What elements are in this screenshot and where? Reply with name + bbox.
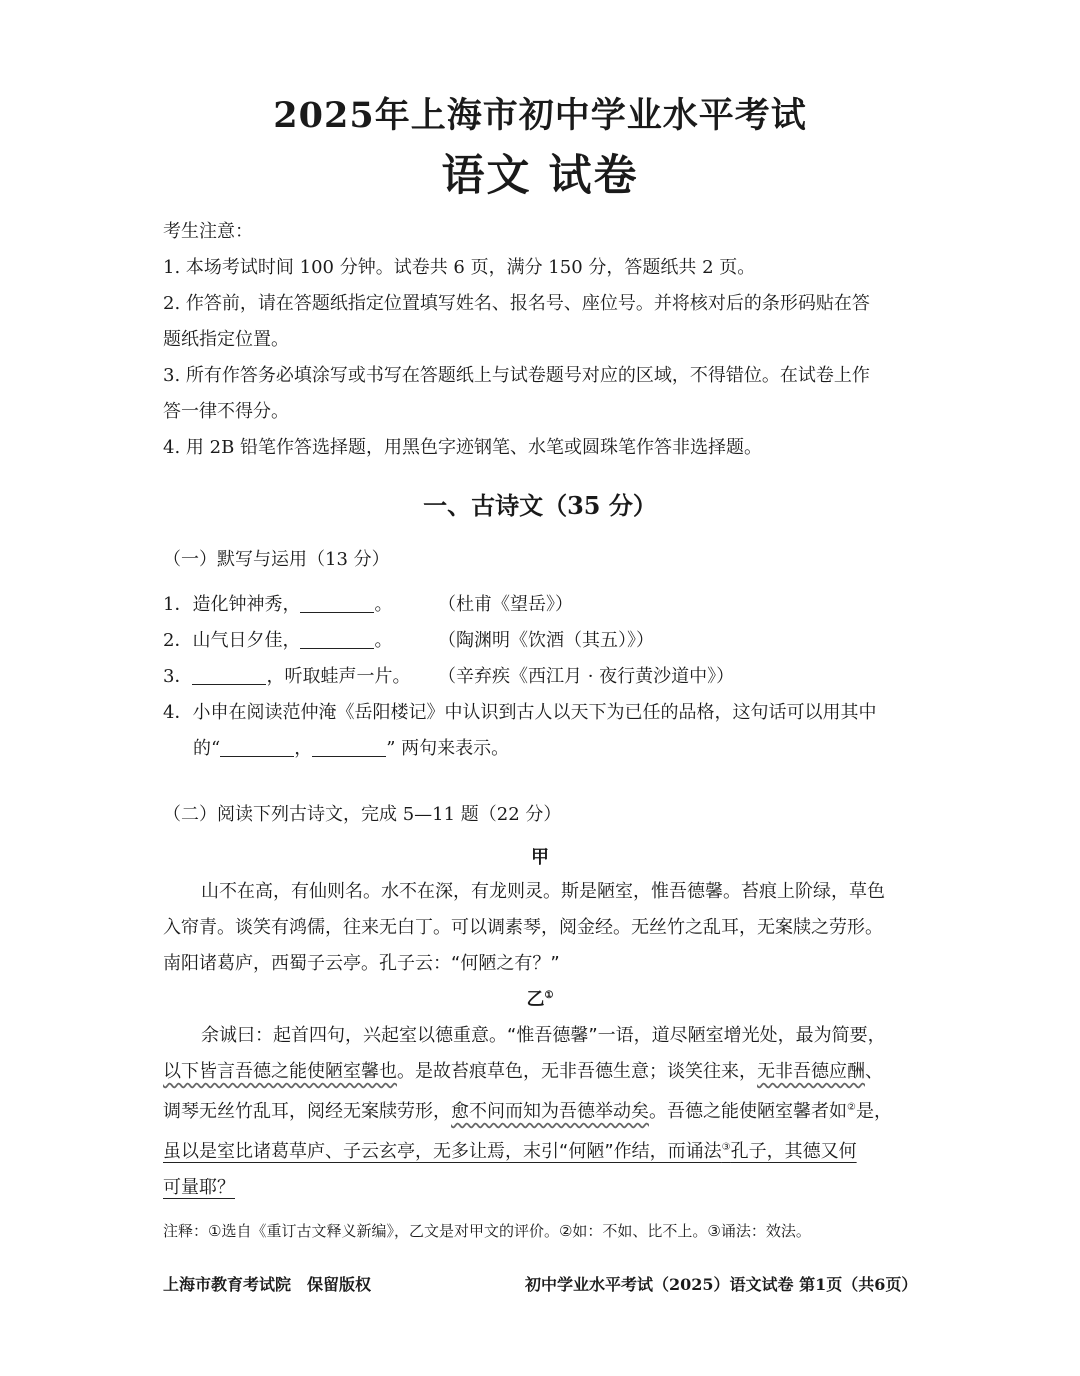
notice-item-1: 1. 本场考试时间 100 分钟。试卷共 6 页，满分 150 分，答题纸共 2 页。 xyxy=(163,257,756,278)
q1-end: 。 xyxy=(374,594,393,615)
passage-a xyxy=(163,874,923,982)
notice-item-3: 3. 所有作答务必填涂写或书写在答题纸上与试卷题号对应的区域，不得错位。在试卷上作 xyxy=(163,365,870,386)
question-2 xyxy=(163,626,654,652)
q3-text: ，听取蛙声一片。 xyxy=(266,666,411,687)
passage-a-line: 南阳诸葛庐，西蜀子云亭。孔子云：“何陋之有？” xyxy=(163,953,560,974)
q2-text: 2．山气日夕佳， xyxy=(163,630,301,651)
wavy-underline-3: 愈不问而知为吾德举动矣 xyxy=(451,1101,649,1122)
part1-title: （一）默写与运用（13 分） xyxy=(163,549,390,570)
q2-blank[interactable] xyxy=(300,630,374,649)
q4-post: ” 两句来表示。 xyxy=(386,738,510,759)
note-mark-2: ② xyxy=(847,1102,856,1113)
q2-source: （陶渊明《饮酒（其五）》） xyxy=(438,630,654,651)
section-title: 一、古诗文（35 分） xyxy=(423,491,657,520)
wavy-underline-1: 以下皆言吾德之能使陋室馨也 xyxy=(163,1061,397,1082)
q1-blank[interactable] xyxy=(300,594,374,613)
passage-b-label xyxy=(0,985,1080,1011)
question-4-cont xyxy=(193,734,509,760)
passage-b-note-mark: ① xyxy=(544,990,554,1001)
notice-item-2-cont: 题纸指定位置。 xyxy=(163,329,289,350)
underlined-text: 孔子，其德又何 xyxy=(730,1141,857,1162)
q4-pre: 的“ xyxy=(193,738,221,759)
underlined-text: 可量耶？ xyxy=(163,1177,235,1198)
q2-end: 。 xyxy=(374,630,393,651)
exam-subtitle: 语文 试卷 xyxy=(441,151,639,201)
passage-b-line-5 xyxy=(163,1170,923,1206)
q1-source: （杜甫《望岳》） xyxy=(438,594,573,615)
underlined-text: 虽以是室比诸葛草庐、子云玄亭，无多让焉，末引“何陋”作结，而诵法 xyxy=(163,1141,722,1162)
question-4 xyxy=(163,698,876,724)
passage-b-label-text: 乙 xyxy=(526,989,545,1010)
annotations: 注释：①选自《重订古文释义新编》，乙文是对甲文的评价。②如：不如、比不上。③诵法：效法。 xyxy=(163,1222,811,1240)
notice-item-3-cont: 答一律不得分。 xyxy=(163,401,289,422)
passage-b-text: 、 xyxy=(865,1061,883,1082)
passage-a-line: 山不在高，有仙则名。水不在深，有龙则灵。斯是陋室，惟吾德馨。苔痕上阶绿，草色 xyxy=(201,881,885,902)
passage-b-line-3 xyxy=(163,1090,923,1130)
q4-line1: 4．小申在阅读范仲淹《岳阳楼记》中认识到古人以天下为已任的品格，这句话可以用其中 xyxy=(163,702,877,723)
passage-b-line-2 xyxy=(163,1054,923,1090)
exam-title: 2025年上海市初中学业水平考试 xyxy=(273,95,807,136)
passage-a-label: 甲 xyxy=(531,847,549,868)
passage-b xyxy=(163,1018,923,1206)
passage-b-text: 调琴无丝竹乱耳，阅经无案牍劳形， xyxy=(163,1101,451,1122)
wavy-underline-2: 无非吾德应酬 xyxy=(757,1061,865,1082)
footer-copyright: 上海市教育考试院 保留版权 xyxy=(163,1275,372,1294)
notice-item-2: 2. 作答前，请在答题纸指定位置填写姓名、报名号、座位号。并将核对后的条形码贴在答 xyxy=(163,293,870,314)
passage-b-text: 是， xyxy=(855,1101,892,1122)
notice-item-4: 4. 用 2B 铅笔作答选择题，用黑色字迹钢笔、水笔或圆珠笔作答非选择题。 xyxy=(163,437,763,458)
q1-text: 1．造化钟神秀， xyxy=(163,594,301,615)
passage-b-text: 。是故苔痕草色，无非吾德生意；谈笑往来， xyxy=(397,1061,757,1082)
q3-num: 3． xyxy=(163,666,193,687)
q4-blank-2[interactable] xyxy=(312,738,386,757)
q4-blank-1[interactable] xyxy=(220,738,294,757)
passage-b-line-4 xyxy=(163,1130,923,1170)
question-1 xyxy=(163,590,573,616)
passage-a-line: 入帘青。谈笑有鸿儒，往来无白丁。可以调素琴，阅金经。无丝竹之乱耳，无案牍之劳形。 xyxy=(163,917,883,938)
q3-blank[interactable] xyxy=(192,666,266,685)
part2-title: （二）阅读下列古诗文，完成 5—11 题（22 分） xyxy=(163,804,562,825)
passage-b-line-1: 余诚曰：起首四句，兴起室以德重意。“惟吾德馨”一语，道尽陋室增光处，最为简要， xyxy=(201,1025,886,1046)
q4-mid: ， xyxy=(294,738,313,759)
question-3 xyxy=(163,662,735,688)
footer-page-info: 初中学业水平考试（2025）语文试卷 第1页（共6页） xyxy=(525,1275,918,1294)
notice-block xyxy=(163,214,923,466)
q3-source: （辛弃疾《西江月 · 夜行黄沙道中》） xyxy=(438,666,735,687)
underline-sentence xyxy=(163,1141,857,1162)
notice-heading: 考生注意： xyxy=(163,221,253,242)
note-mark-3: ③ xyxy=(721,1142,731,1153)
passage-b-text: 。吾德之能使陋室馨者如 xyxy=(649,1101,847,1122)
